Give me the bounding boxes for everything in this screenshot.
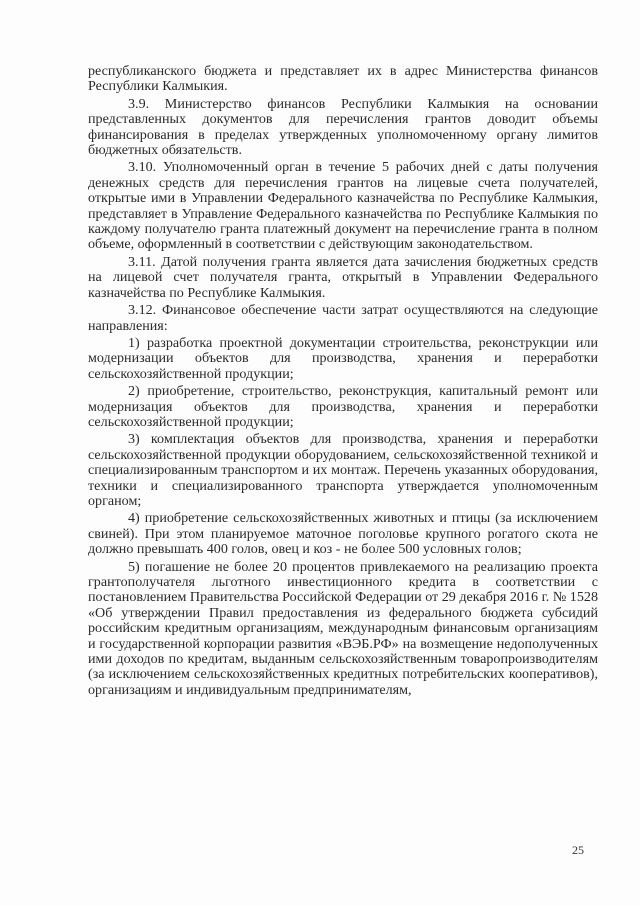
list-item-1: 1) разработка проектной документации строительства, реконструкции или модернизации объектов для производства, хранения и переработки сельскохозяйственной продукции; bbox=[88, 334, 598, 382]
page-number: 25 bbox=[572, 843, 584, 857]
list-item-5: 5) погашение не более 20 процентов привлекаемого на реализацию проекта грантополучателя льготного инвестиционного кредита в соответствии с постановлением Правительства Российской Федерации от 29 декабря 2016 г. № 1528 «Об утверждении Правил предоставления из федерального бюджета субсидий российским кредитным организациям, международным финансовым организациям и государственной корпорации развития «ВЭБ.РФ» на возмещение недополученных ими доходов по кредитам, выданным сельскохозяйственным товаропроизводителям (за исключением сельскохозяйственных кредитных потребительских кооперативов), организациям и индивидуальным предпринимателям, bbox=[88, 558, 598, 698]
paragraph-3-10: 3.10. Уполномоченный орган в течение 5 рабочих дней с даты получения денежных средств для перечисления грантов на лицевые счета получателей, открытые ими в Управлении Федерального казначейства по Республике Калмыкия, представляет в Управление Федерального казначейства по Республике Калмыкия по каждому получателю гранта платежный документ на перечисление гранта в полном объеме, оформленный в соответствии с действующим законодательством. bbox=[88, 159, 598, 253]
paragraph-continuation: республиканского бюджета и представляет их в адрес Министерства финансов Республики Калмыкия. bbox=[88, 63, 598, 95]
list-item-4: 4) приобретение сельскохозяйственных животных и птицы (за исключением свиней). При этом планируемое маточное поголовье крупного рогатого скота не должно превышать 400 голов, овец и коз - не более 500 условных голов; bbox=[88, 510, 598, 558]
document-body bbox=[88, 64, 598, 700]
paragraph-3-9: 3.9. Министерство финансов Республики Калмыкия на основании представленных документов для перечисления грантов доводит объемы финансирования в пределах утвержденных уполномоченному органу лимитов бюджетных обязательств. bbox=[88, 95, 598, 159]
list-item-2: 2) приобретение, строительство, реконструкция, капитальный ремонт или модернизация объектов для производства, хранения и переработки сельскохозяйственной продукции; bbox=[88, 383, 598, 430]
paragraph-3-11: 3.11. Датой получения гранта является дата зачисления бюджетных средств на лицевой счет получателя гранта, открытый в Управлении Федерального казначейства по Республике Калмыкия. bbox=[88, 253, 598, 301]
paragraph-3-12: 3.12. Финансовое обеспечение части затрат осуществляются на следующие направления: bbox=[88, 302, 598, 334]
list-item-3: 3) комплектация объектов для производства, хранения и переработки сельскохозяйственной продукции оборудованием, сельскохозяйственной техникой и специализированным транспортом и их монтаж. Перечень указанных оборудования, техники и специализированного транспорта утверждается уполномоченным органом; bbox=[88, 431, 598, 509]
